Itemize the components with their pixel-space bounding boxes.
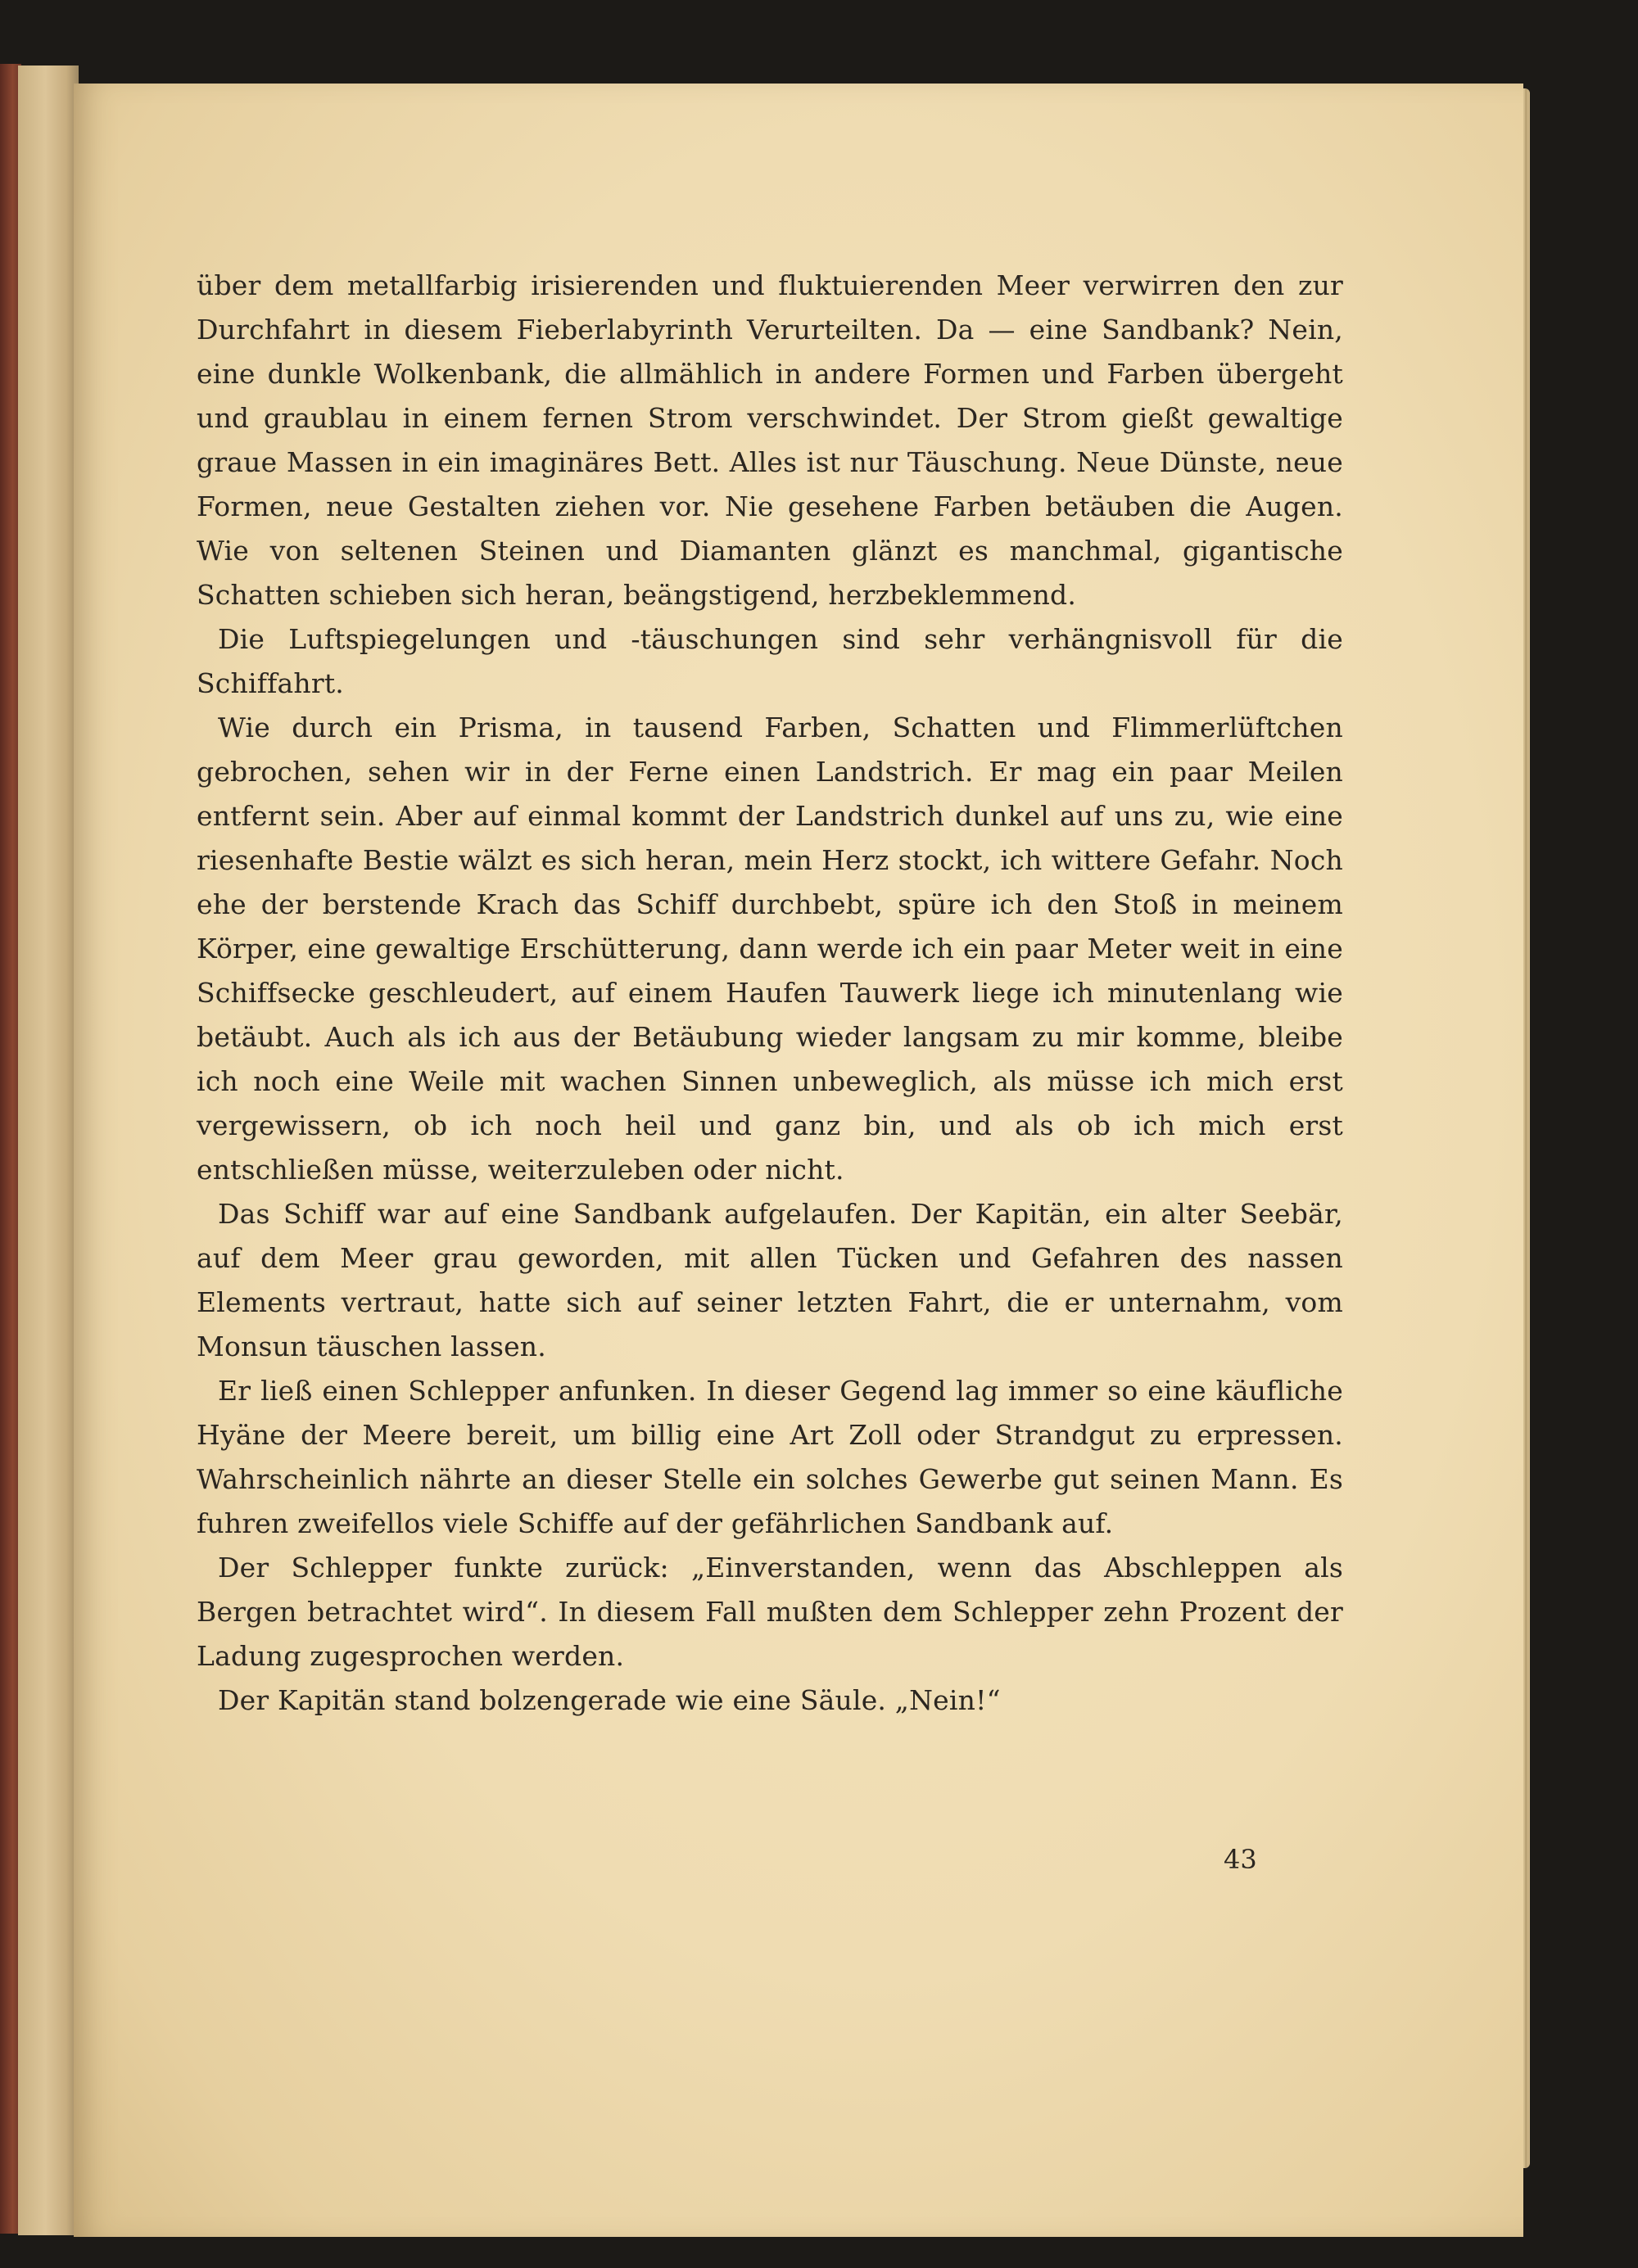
paragraph: Er ließ einen Schlepper anfunken. In dieser Gegend lag immer so eine käufliche Hyäne der Meere bereit, um billig eine Art Zoll oder Strandgut zu erpressen. Wahrscheinlich nährte an dieser Stelle ein solches Gewerbe gut seinen Mann. Es fuhren zweifellos viele Schiffe auf der gefährlichen Sandbank auf. <box>197 1375 1343 1539</box>
book-page <box>74 84 1523 2237</box>
paragraph: über dem metallfarbig irisierenden und fluktuierenden Meer verwirren den zur Durchfahrt in diesem Fieberlabyrinth Verurteilten. Da — eine Sandbank? Nein, eine dunkle Wolkenbank, die allmählich in andere Formen und Farben übergeht und graublau in einem fernen Strom verschwindet. Der Strom gießt gewaltige graue Massen in ein imaginäres Bett. Alles ist nur Täuschung. Neue Dünste, neue Formen, neue Gestalten ziehen vor. Nie gesehene Farben betäuben die Augen. Wie von seltenen Steinen und Diamanten glänzt es manchmal, gigantische Schatten schieben sich heran, beängstigend, herzbeklemmend. <box>197 269 1343 611</box>
paragraph: Das Schiff war auf eine Sandbank aufgelaufen. Der Kapitän, ein alter Seebär, auf dem Meer grau geworden, mit allen Tücken und Gefahren des nassen Elements vertraut, hatte sich auf seiner letzten Fahrt, die er unternahm, vom Monsun täuschen lassen. <box>197 1198 1343 1362</box>
paragraph: Die Luftspiegelungen und -täuschungen sind sehr verhängnisvoll für die Schiffahrt. <box>197 623 1343 699</box>
body-text <box>197 264 1343 1723</box>
left-page-edge <box>18 66 79 2235</box>
paragraph: Wie durch ein Prisma, in tausend Farben, Schatten und Flimmerlüftchen gebrochen, sehen wir in der Ferne einen Landstrich. Er mag ein paar Meilen entfernt sein. Aber auf einmal kommt der Landstrich dunkel auf uns zu, wie eine riesenhafte Bestie wälzt es sich heran, mein Herz stockt, ich wittere Gefahr. Noch ehe der berstende Krach das Schiff durchbebt, spüre ich den Stoß in meinem Körper, eine gewaltige Erschütterung, dann werde ich ein paar Meter weit in eine Schiffsecke geschleudert, auf einem Haufen Tauwerk liege ich minutenlang wie betäubt. Auch als ich aus der Betäubung wieder langsam zu mir komme, bleibe ich noch eine Weile mit wachen Sinnen unbeweglich, als müsse ich mich erst vergewissern, ob ich noch heil und ganz bin, und als ob ich mich erst entschließen müsse, weiterzuleben oder nicht. <box>197 712 1343 1186</box>
paragraph: Der Kapitän stand bolzengerade wie eine Säule. „Nein!“ <box>218 1684 1001 1716</box>
page-number: 43 <box>1224 1844 1257 1875</box>
paragraph: Der Schlepper funkte zurück: „Einverstanden, wenn das Abschleppen als Bergen betrachtet wird“. In diesem Fall mußten dem Schlepper zehn Prozent der Ladung zugesprochen werden. <box>197 1552 1343 1672</box>
